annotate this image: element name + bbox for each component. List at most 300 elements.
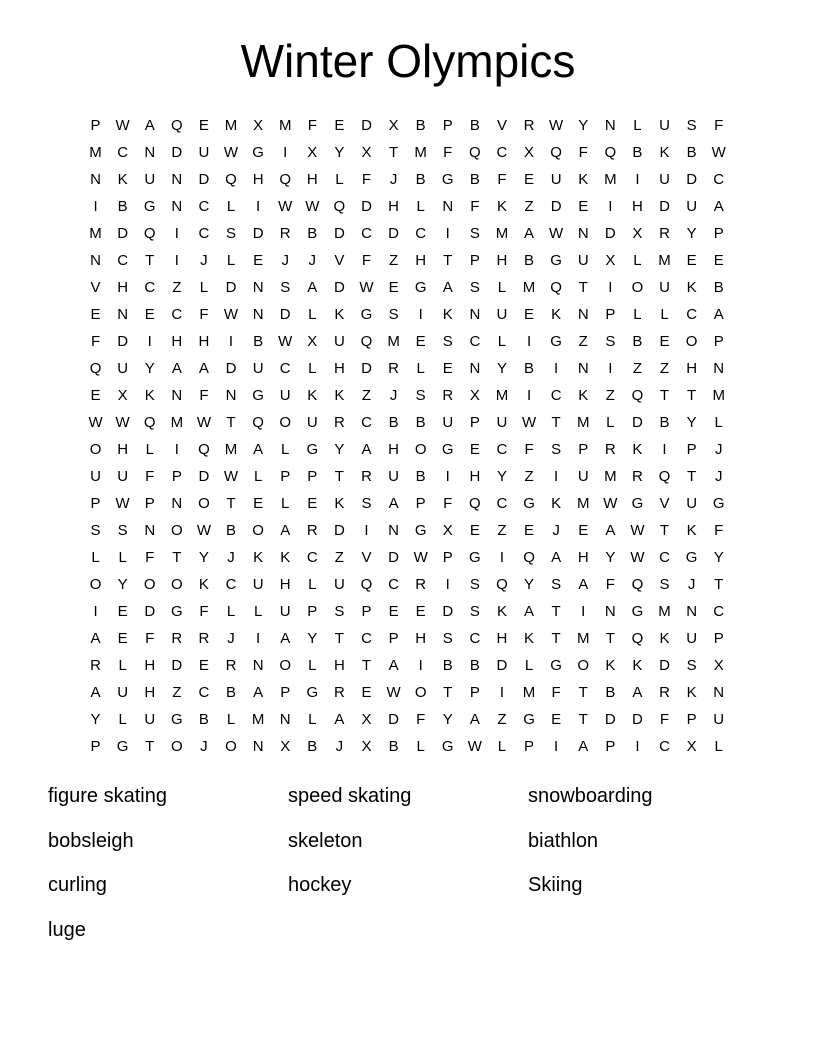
grid-letter-r10-c17: B [524,360,535,377]
grid-letter-r6-c18: G [550,252,562,269]
grid-letter-r16-c5: W [196,522,211,539]
grid-letter-r3-c17: E [524,171,535,188]
grid-letter-r14-c12: U [388,468,399,485]
grid-letter-r24-c3: T [145,738,155,755]
grid-letter-r9-c15: C [469,333,481,350]
grid-letter-r17-c3: F [145,549,155,566]
grid-letter-r4-c17: Z [524,198,534,215]
grid-letter-r15-c4: N [171,495,183,512]
grid-letter-r13-c24: J [714,441,723,458]
grid-letter-r4-c21: H [632,198,643,215]
grid-letter-r16-c8: A [280,522,291,539]
grid-letter-r20-c21: Q [631,630,644,647]
grid-letter-r22-c7: A [253,684,264,701]
grid-letter-r22-c2: U [117,684,129,701]
grid-letter-r12-c11: C [361,414,372,431]
grid-letter-r9-c12: M [387,333,400,350]
grid-letter-r15-c16: C [496,495,508,512]
grid-letter-r14-c22: Q [658,468,671,485]
grid-letter-r6-c8: J [281,252,289,269]
grid-letter-r22-c13: O [414,684,427,701]
grid-letter-r22-c18: F [551,684,561,701]
grid-letter-r18-c15: S [469,576,480,593]
grid-letter-r5-c8: R [279,225,291,242]
grid-letter-r14-c13: B [415,468,426,485]
grid-letter-r9-c11: Q [360,333,373,350]
grid-letter-r15-c21: G [631,495,644,512]
grid-letter-r18-c12: C [388,576,399,593]
grid-letter-r18-c18: S [551,576,562,593]
grid-letter-r17-c21: W [630,549,645,566]
grid-letter-r14-c23: T [687,468,697,485]
grid-letter-r8-c23: C [686,306,698,323]
grid-letter-r24-c4: O [170,738,183,755]
grid-letter-r3-c12: J [389,171,398,188]
grid-letter-r6-c3: T [145,252,155,269]
grid-letter-r19-c24: C [713,603,725,620]
grid-letter-r2-c18: Q [550,144,562,161]
grid-letter-r11-c18: C [550,387,562,404]
grid-letter-r23-c13: F [416,711,426,728]
grid-letter-r24-c14: G [441,738,454,755]
grid-letter-r10-c10: H [333,360,345,377]
grid-letter-r3-c16: F [497,171,507,188]
grid-letter-r19-c4: G [170,603,183,620]
grid-letter-r19-c13: E [415,603,426,620]
word-list-item: luge [48,918,86,941]
grid-letter-r15-c19: M [576,495,590,512]
grid-letter-r11-c23: T [687,387,697,404]
grid-letter-r8-c5: F [199,306,209,323]
grid-letter-r13-c22: I [662,441,667,458]
grid-letter-r1-c10: E [334,117,345,134]
grid-letter-r1-c15: B [469,117,480,134]
grid-letter-r8-c9: L [308,306,317,323]
grid-letter-r12-c2: W [115,414,130,431]
grid-letter-r16-c19: E [578,522,589,539]
grid-letter-r19-c23: N [686,603,698,620]
grid-letter-r9-c9: X [307,333,318,350]
grid-letter-r21-c6: R [225,657,237,674]
grid-letter-r8-c8: D [279,306,291,323]
grid-letter-r16-c6: B [226,522,237,539]
grid-letter-r10-c6: D [225,360,237,377]
grid-letter-r1-c18: W [549,117,564,134]
grid-letter-r1-c11: D [361,117,372,134]
grid-letter-r14-c14: I [445,468,450,485]
grid-letter-r6-c12: Z [388,252,399,269]
grid-letter-r13-c11: A [361,441,372,458]
grid-letter-r1-c14: P [442,117,453,134]
grid-letter-r14-c17: Z [524,468,534,485]
grid-letter-r20-c18: T [551,630,561,647]
grid-letter-r13-c7: A [253,441,264,458]
grid-letter-r10-c24: N [713,360,725,377]
grid-letter-r2-c1: M [89,144,102,161]
grid-letter-r19-c11: P [361,603,372,620]
grid-letter-r6-c5: J [200,252,208,269]
grid-letter-r4-c19: E [578,198,589,215]
grid-letter-r19-c21: G [631,603,644,620]
grid-letter-r2-c14: F [443,144,453,161]
grid-letter-r22-c22: R [659,684,670,701]
grid-letter-r17-c10: Z [334,549,344,566]
grid-letter-r11-c19: K [578,387,589,404]
grid-letter-r2-c16: C [496,144,508,161]
grid-letter-r1-c16: V [496,117,507,134]
grid-letter-r17-c16: I [499,549,505,566]
grid-letter-r5-c24: P [713,225,724,242]
grid-letter-r24-c13: L [416,738,425,755]
grid-letter-r14-c4: P [171,468,182,485]
grid-letter-r16-c16: Z [497,522,507,539]
grid-letter-r24-c15: W [467,738,482,755]
grid-letter-r1-c19: Y [578,117,589,134]
grid-letter-r11-c16: M [495,387,509,404]
grid-letter-r3-c4: N [171,171,183,188]
grid-letter-r5-c23: Y [686,225,697,242]
grid-letter-r18-c10: U [333,576,345,593]
grid-letter-r11-c20: Z [605,387,615,404]
grid-letter-r13-c20: R [604,441,616,458]
grid-letter-r11-c5: F [199,387,209,404]
grid-letter-r22-c6: B [226,684,237,701]
grid-letter-r10-c19: N [577,360,589,377]
grid-letter-r15-c3: P [144,495,155,512]
grid-letter-r2-c20: Q [604,144,617,161]
grid-letter-r9-c22: E [659,333,670,350]
grid-letter-r8-c24: A [713,306,724,323]
grid-letter-r13-c19: P [578,441,589,458]
grid-letter-r14-c24: J [714,468,723,485]
grid-letter-r17-c1: L [91,549,100,566]
grid-letter-r14-c8: P [280,468,291,485]
grid-letter-r24-c1: P [90,738,101,755]
grid-letter-r7-c11: W [359,279,374,296]
grid-letter-r4-c10: Q [333,198,346,215]
grid-letter-r21-c1: R [90,657,101,674]
word-list [48,774,768,952]
grid-letter-r6-c14: T [443,252,453,269]
grid-letter-r23-c24: U [713,711,725,728]
grid-letter-r21-c10: H [333,657,345,674]
grid-letter-r5-c5: C [198,225,210,242]
grid-letter-r9-c2: D [117,333,129,350]
grid-letter-r23-c17: G [523,711,535,728]
grid-letter-r4-c24: A [713,198,724,215]
grid-letter-r7-c18: Q [550,279,562,296]
grid-letter-r3-c24: C [713,171,725,188]
grid-letter-r9-c23: O [685,333,698,350]
grid-letter-r4-c9: W [305,198,320,215]
grid-letter-r2-c23: B [686,144,697,161]
grid-letter-r13-c18: S [551,441,562,458]
grid-letter-r10-c16: Y [496,360,507,377]
grid-letter-r11-c10: K [334,387,345,404]
grid-letter-r17-c18: A [551,549,562,566]
grid-letter-r21-c7: N [252,657,264,674]
grid-letter-r22-c10: R [333,684,345,701]
grid-letter-r17-c22: C [659,549,670,566]
grid-letter-r13-c1: O [89,441,102,458]
grid-letter-r21-c12: A [388,657,399,674]
grid-letter-r3-c14: G [441,171,454,188]
grid-letter-r22-c15: P [469,684,480,701]
grid-letter-r22-c3: H [144,684,156,701]
grid-letter-r6-c11: F [361,252,372,269]
grid-letter-r9-c18: G [550,333,562,350]
grid-letter-r12-c7: Q [252,414,264,431]
grid-letter-r2-c11: X [361,144,372,161]
grid-letter-r14-c19: U [577,468,589,485]
grid-letter-r16-c10: D [333,522,345,539]
word-list-item: speed skating [288,785,412,807]
grid-letter-r17-c7: K [253,549,264,566]
grid-letter-r2-c8: I [283,144,288,161]
grid-letter-r23-c9: L [308,711,317,728]
grid-letter-r15-c20: W [603,495,618,512]
grid-letter-r23-c22: F [659,711,670,728]
grid-letter-r7-c14: A [442,279,453,296]
word-list-item: snowboarding [528,785,653,807]
grid-letter-r10-c9: L [308,360,317,377]
grid-letter-r3-c18: U [550,171,562,188]
grid-letter-r10-c1: Q [89,360,102,377]
grid-letter-r17-c14: P [442,549,453,566]
grid-letter-r6-c20: X [605,252,616,269]
grid-letter-r5-c6: S [226,225,237,242]
grid-letter-r13-c4: I [174,441,179,458]
grid-letter-r17-c2: L [118,549,127,566]
grid-letter-r5-c17: A [524,225,535,242]
grid-letter-r3-c21: I [635,171,640,188]
grid-letter-r12-c6: T [226,414,236,431]
grid-letter-r8-c19: N [577,306,589,323]
grid-letter-r17-c6: J [227,549,235,566]
grid-letter-r16-c12: N [388,522,399,539]
grid-letter-r18-c1: O [89,576,102,593]
grid-letter-r11-c12: J [389,387,398,404]
grid-letter-r6-c19: U [577,252,589,269]
grid-letter-r21-c3: H [144,657,156,674]
grid-letter-r20-c12: P [388,630,399,647]
grid-letter-r21-c21: K [632,657,643,674]
grid-letter-r8-c3: E [144,306,155,323]
grid-letter-r4-c1: I [93,198,98,215]
grid-letter-r5-c4: I [174,225,179,242]
grid-letter-r5-c18: W [549,225,564,242]
grid-letter-r17-c8: K [280,549,291,566]
grid-letter-r2-c3: N [144,144,156,161]
grid-letter-r19-c14: D [442,603,454,620]
grid-letter-r4-c3: G [143,198,156,215]
grid-letter-r8-c6: W [223,306,239,323]
grid-letter-r11-c11: Z [361,387,372,404]
grid-letter-r10-c3: Y [144,360,155,377]
puzzle-title: Winter Olympics [240,35,576,87]
grid-letter-r8-c13: I [418,306,423,323]
grid-letter-r13-c5: Q [198,441,210,458]
grid-letter-r7-c5: L [199,279,209,296]
grid-letter-r9-c10: U [333,333,345,350]
grid-letter-r18-c17: Y [524,576,535,593]
grid-letter-r17-c13: W [413,549,428,566]
grid-letter-r24-c11: X [361,738,372,755]
grid-letter-r24-c10: J [335,738,344,755]
grid-letter-r15-c2: W [115,495,130,512]
grid-letter-r4-c5: C [198,198,210,215]
grid-letter-r14-c18: I [554,468,559,485]
grid-letter-r5-c14: I [445,225,450,242]
grid-letter-r17-c12: D [388,549,399,566]
grid-letter-r7-c2: H [117,279,129,296]
grid-letter-r18-c16: Q [496,576,508,593]
grid-letter-r1-c8: M [278,117,292,134]
grid-letter-r15-c7: E [253,495,264,512]
grid-letter-r2-c9: X [307,144,318,161]
grid-letter-r21-c2: L [118,657,127,674]
grid-letter-r20-c7: I [256,630,261,647]
grid-letter-r8-c10: K [334,306,345,323]
grid-letter-r3-c7: H [252,171,264,188]
grid-letter-r6-c22: M [658,252,671,269]
grid-letter-r11-c6: N [225,387,237,404]
grid-letter-r10-c23: H [686,360,698,377]
grid-letter-r9-c14: S [442,333,453,350]
grid-letter-r16-c1: S [90,522,101,539]
grid-letter-r23-c2: L [118,711,127,728]
grid-letter-r19-c20: N [604,603,616,620]
grid-letter-r12-c24: L [714,414,723,431]
grid-letter-r17-c9: C [306,549,318,566]
grid-letter-r15-c13: P [415,495,426,512]
grid-letter-r9-c8: W [278,333,293,350]
grid-letter-r19-c15: S [469,603,480,620]
grid-letter-r11-c9: K [307,387,318,404]
grid-letter-r8-c2: N [117,306,129,323]
grid-letter-r7-c23: K [686,279,697,296]
grid-letter-r8-c1: E [90,306,101,323]
grid-letter-r23-c19: T [578,711,588,728]
grid-letter-r17-c15: G [469,549,481,566]
grid-letter-r12-c15: P [469,414,480,431]
grid-letter-r17-c17: Q [523,549,535,566]
grid-letter-r19-c10: S [334,603,345,620]
grid-letter-r24-c23: X [686,738,697,755]
word-list-item: bobsleigh [48,829,134,852]
grid-letter-r24-c20: P [605,738,616,755]
grid-letter-r18-c20: F [605,576,615,593]
grid-letter-r23-c23: P [686,711,697,728]
word-list-item: biathlon [528,829,599,852]
grid-letter-r21-c14: B [442,657,453,674]
grid-letter-r24-c24: L [714,738,723,755]
grid-letter-r16-c2: S [117,522,128,539]
grid-letter-r2-c2: C [117,144,129,161]
grid-letter-r5-c13: C [415,225,427,242]
grid-letter-r24-c17: P [524,738,535,755]
grid-letter-r7-c1: V [90,279,101,296]
word-list-item: skeleton [288,829,363,852]
grid-letter-r4-c12: H [388,198,399,215]
grid-letter-r1-c6: M [224,117,238,134]
grid-letter-r23-c21: D [632,711,643,728]
grid-letter-r15-c17: G [523,495,535,512]
grid-letter-r14-c5: D [198,468,210,485]
grid-letter-r18-c21: Q [631,576,644,593]
grid-letter-r12-c23: Y [686,414,697,431]
grid-letter-r11-c4: N [171,387,183,404]
grid-letter-r14-c21: R [632,468,643,485]
grid-letter-r20-c23: U [686,630,698,647]
grid-letter-r8-c21: L [633,306,642,323]
grid-letter-r9-c6: I [228,333,234,350]
grid-letter-r11-c24: M [712,387,725,404]
grid-letter-r13-c9: G [306,441,319,458]
grid-letter-r1-c5: E [198,117,209,134]
grid-letter-r2-c5: U [198,144,210,161]
grid-letter-r6-c24: E [713,252,724,269]
grid-letter-r23-c7: M [251,711,265,728]
grid-letter-r11-c7: G [252,387,264,404]
grid-letter-r22-c1: A [90,684,101,701]
grid-letter-r21-c20: K [605,657,616,674]
grid-letter-r16-c22: T [659,522,670,539]
grid-letter-r23-c20: D [604,711,616,728]
grid-letter-r19-c16: K [496,603,507,620]
grid-letter-r13-c8: L [281,441,290,458]
grid-letter-r3-c15: B [469,171,480,188]
grid-letter-r24-c8: X [280,738,291,755]
grid-letter-r7-c21: O [631,279,644,296]
grid-letter-r4-c6: L [226,198,236,215]
grid-letter-r16-c24: F [714,522,724,539]
grid-letter-r15-c24: G [712,495,725,512]
grid-letter-r9-c5: H [198,333,210,350]
grid-letter-r14-c9: P [307,468,318,485]
grid-letter-r12-c8: O [279,414,292,431]
grid-letter-r23-c15: A [469,711,480,728]
grid-letter-r15-c15: Q [469,495,481,512]
grid-letter-r12-c18: T [551,414,561,431]
grid-letter-r3-c3: U [144,171,156,188]
grid-letter-r19-c9: P [307,603,318,620]
grid-letter-r23-c4: G [170,711,183,728]
grid-letter-r6-c17: B [524,252,535,269]
grid-letter-r21-c17: L [524,657,534,674]
grid-letter-r11-c2: X [117,387,128,404]
grid-letter-r3-c19: K [578,171,589,188]
grid-letter-r13-c15: E [469,441,480,458]
grid-letter-r9-c17: I [526,333,532,350]
grid-letter-r7-c20: I [608,279,613,296]
grid-letter-r2-c4: D [171,144,183,161]
grid-letter-r9-c1: F [90,333,101,350]
grid-letter-r23-c18: E [551,711,562,728]
grid-letter-r11-c21: Q [631,387,644,404]
grid-letter-r14-c15: H [469,468,481,485]
grid-letter-r20-c19: M [576,630,590,647]
grid-letter-r15-c8: L [281,495,290,512]
grid-letter-r11-c17: I [526,387,532,404]
grid-letter-r21-c15: B [469,657,480,674]
word-list-item: curling [48,874,107,896]
grid-letter-r7-c22: U [659,279,670,296]
grid-letter-r5-c16: M [495,225,509,242]
grid-letter-r12-c22: B [659,414,670,431]
grid-letter-r22-c16: I [499,684,505,701]
grid-letter-r10-c2: U [117,360,129,377]
